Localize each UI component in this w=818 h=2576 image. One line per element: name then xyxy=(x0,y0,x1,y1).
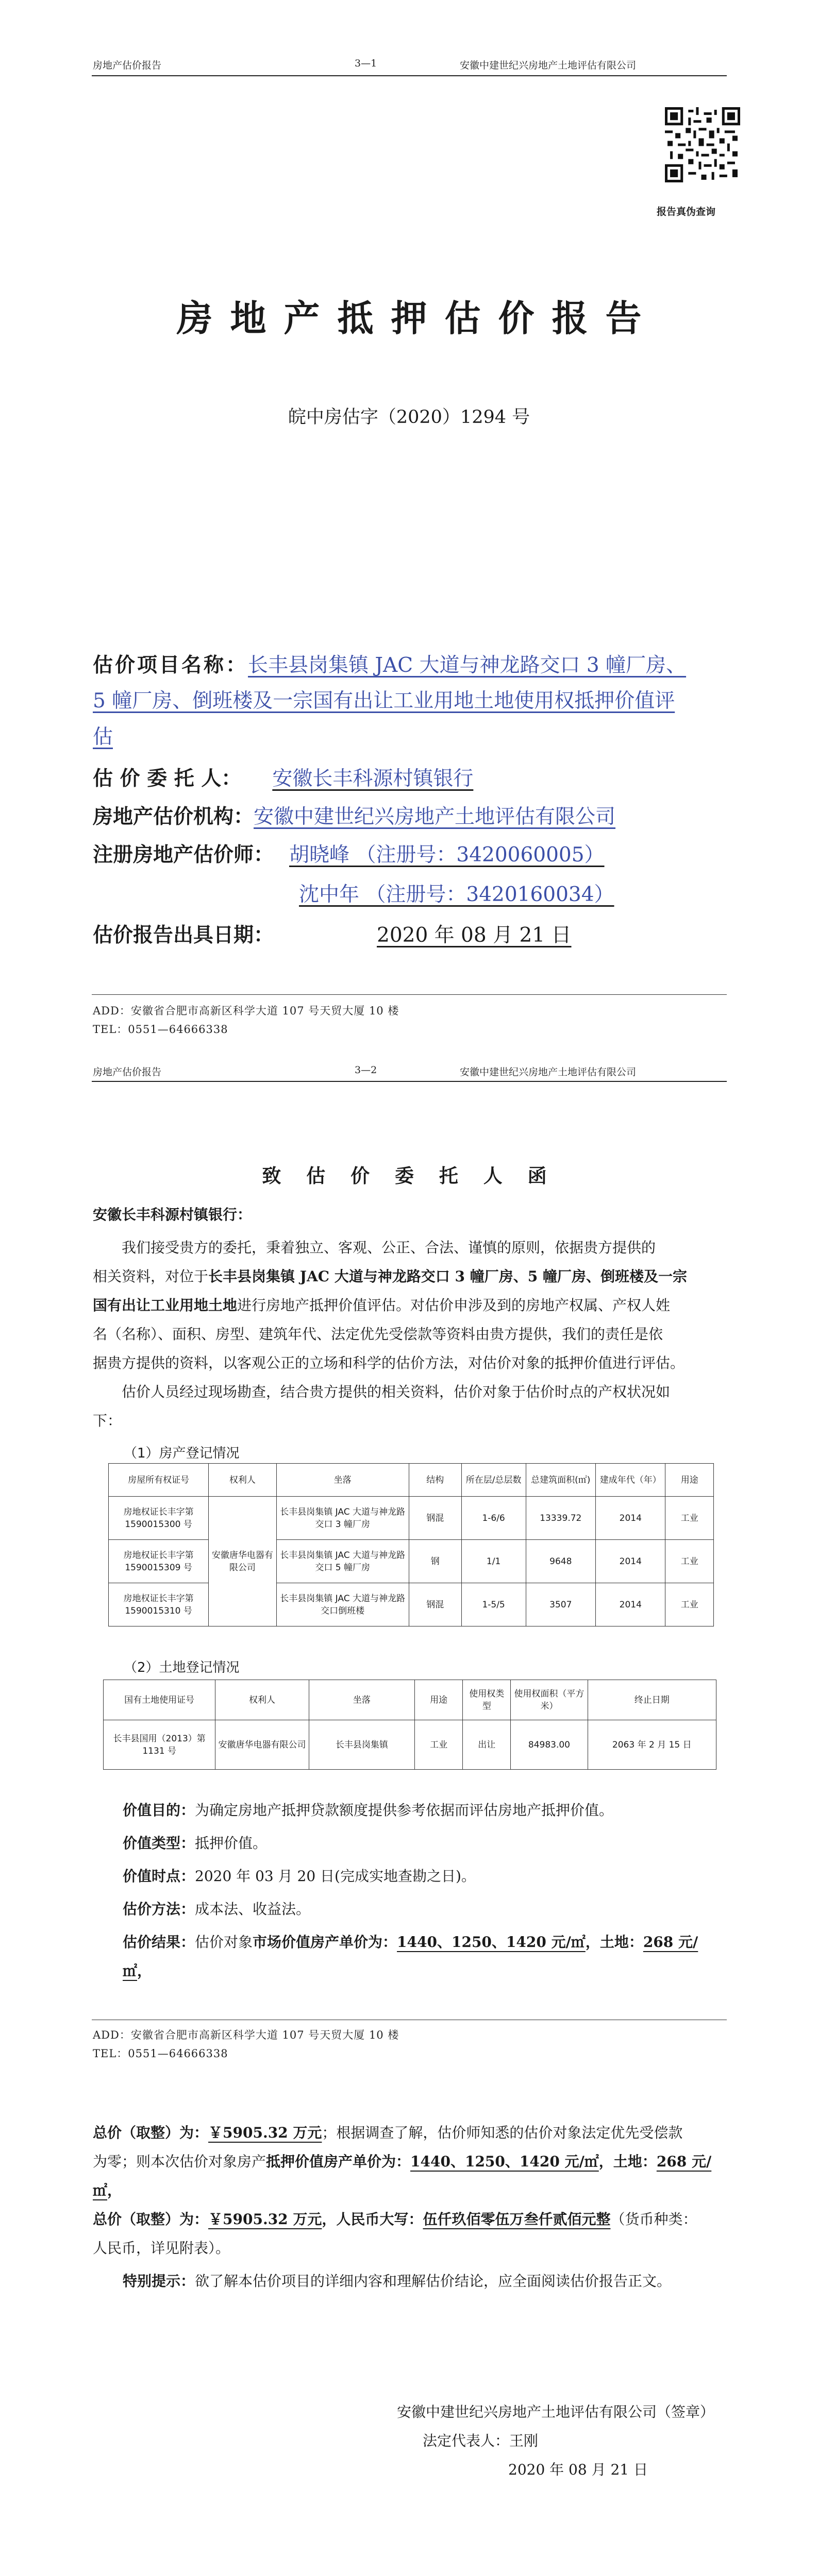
letter-title: 致 估 价 委 托 人 函 xyxy=(262,1164,556,1187)
valuer-1: 胡晓峰 （注册号：3420060005） xyxy=(289,843,605,867)
result-text-d: ，土地： xyxy=(585,1934,643,1951)
total1-text: ；根据调查了解，估价师知悉的估价对象法定优先受偿款 xyxy=(322,2124,683,2141)
sign-date: 2020 年 08 月 21 日 xyxy=(508,2461,648,2478)
letter-paragraph-2 xyxy=(93,1378,728,1435)
p1-line-4: 名（名称）、面积、房型、建筑年代、法定优先受偿款等资料由贵方提供，我们的责任是依 xyxy=(93,1326,663,1343)
land-cert: 长丰县国用（2013）第1131 号 xyxy=(104,1720,215,1770)
p2-line-2: 下： xyxy=(93,1412,122,1429)
house-use: 工业 xyxy=(665,1583,714,1626)
total3-label: 总价（取整）为： xyxy=(93,2211,209,2228)
land-use: 工业 xyxy=(415,1720,463,1770)
house-year: 2014 xyxy=(596,1540,665,1583)
house-th-year: 建成年代（年） xyxy=(596,1464,665,1497)
land-type: 出让 xyxy=(463,1720,511,1770)
house-th-use: 用途 xyxy=(665,1464,714,1497)
client-label: 估 价 委 托 人： xyxy=(93,767,242,790)
total2-land-price: 268 元/㎡ xyxy=(93,2153,712,2199)
date-value: 2020 年 08 月 21 日 xyxy=(377,924,572,947)
total-line-2 xyxy=(93,2147,728,2205)
qr-caption: 报告真伪查询 xyxy=(657,206,716,217)
total2-text-f: ， xyxy=(107,2182,122,2199)
result-text-b: 市场价值房产单价为： xyxy=(253,1934,397,1951)
item-label: 估价项目名称： xyxy=(93,653,248,677)
house-area: 13339.72 xyxy=(526,1497,595,1540)
total3-amount-words: 伍仟玖佰零伍万叁仟贰佰元整 xyxy=(423,2211,611,2228)
item-value-line-1: 长丰县岗集镇 JAC 大道与神龙路交口 3 幢厂房、 xyxy=(248,654,687,677)
header-rule-2 xyxy=(92,1081,727,1082)
total3-amount: ￥5905.32 万元 xyxy=(208,2211,322,2228)
footer-tel-2: TEL：0551—64666338 xyxy=(93,2047,228,2060)
item-value-line-2: 5 幢厂房、倒班楼及一宗国有出让工业用地土地使用权抵押价值评 xyxy=(93,689,675,713)
land-th-end: 终止日期 xyxy=(588,1680,716,1720)
house-th-area: 总建筑面积(㎡) xyxy=(526,1464,595,1497)
header-left-2: 房地产估价报告 xyxy=(93,1066,162,1078)
purpose-value: 为确定房地产抵押贷款额度提供参考依据而评估房地产抵押价值。 xyxy=(195,1802,614,1819)
header-left: 房地产估价报告 xyxy=(93,60,162,71)
total-paragraph xyxy=(93,2119,728,2263)
time-label: 价值时点： xyxy=(123,1868,195,1885)
land-th-area: 使用权面积（平方米） xyxy=(511,1680,588,1720)
section-house: （1）房产登记情况 xyxy=(124,1446,240,1461)
land-th-use: 用途 xyxy=(415,1680,463,1720)
house-structure: 钢混 xyxy=(409,1583,461,1626)
p1-line-3 xyxy=(93,1291,728,1320)
p1-line-2-bold: 长丰县岗集镇 JAC 大道与神龙路交口 3 幢厂房、5 幢厂房、倒班楼及一宗 xyxy=(208,1268,687,1285)
header-page-number-2: 3—2 xyxy=(355,1064,377,1076)
org-value: 安徽中建世纪兴房地产土地评估有限公司 xyxy=(254,805,616,828)
result-label: 估价结果： xyxy=(123,1934,195,1951)
purpose-line xyxy=(123,1796,726,1825)
house-th-structure: 结构 xyxy=(409,1464,461,1497)
result-text-a: 估价对象 xyxy=(195,1934,253,1951)
total2-house-price: 1440、1250、1420 元/㎡ xyxy=(410,2153,599,2170)
method-line xyxy=(123,1895,726,1924)
header-right: 安徽中建世纪兴房地产土地评估有限公司 xyxy=(460,60,637,71)
item-row xyxy=(93,650,686,681)
result-text-f: ， xyxy=(137,1962,152,1979)
total2-text-a: 为零；则本次估价对象房产 xyxy=(93,2153,266,2170)
land-end-date: 2063 年 2 月 15 日 xyxy=(588,1720,716,1770)
house-structure: 钢混 xyxy=(409,1497,461,1540)
method-label: 估价方法： xyxy=(123,1901,195,1918)
house-cert: 房地权证长丰字第1590015300 号 xyxy=(109,1497,209,1540)
table-row xyxy=(109,1497,714,1540)
house-structure: 钢 xyxy=(409,1540,461,1583)
result-house-price: 1440、1250、1420 元/㎡ xyxy=(397,1934,586,1951)
sign-representative: 法定代表人：王刚 xyxy=(423,2432,539,2449)
house-use: 工业 xyxy=(665,1540,714,1583)
header-right-2: 安徽中建世纪兴房地产土地评估有限公司 xyxy=(460,1066,637,1078)
house-owner: 安徽唐华电器有限公司 xyxy=(209,1497,276,1626)
house-cert: 房地权证长丰字第1590015310 号 xyxy=(109,1583,209,1626)
p1-line-3-bold: 国有出让工业用地土地 xyxy=(93,1297,238,1314)
item-value-line-3-text: 估 xyxy=(93,725,113,749)
total-line-4: 人民币，详见附表）。 xyxy=(93,2240,230,2257)
section-land: （2）土地登记情况 xyxy=(124,1660,240,1675)
total3-text-e: （货币种类： xyxy=(610,2211,697,2228)
house-cert: 房地权证长丰字第1590015309 号 xyxy=(109,1540,209,1583)
house-location: 长丰县岗集镇 JAC 大道与神龙路交口倒班楼 xyxy=(276,1583,409,1626)
valuer-row xyxy=(93,840,702,870)
sign-company: 安徽中建世纪兴房地产土地评估有限公司（签章） xyxy=(397,2403,715,2420)
land-location: 长丰县岗集镇 xyxy=(309,1720,414,1770)
result-land-price: 268 元/㎡ xyxy=(123,1934,698,1979)
land-table xyxy=(103,1680,716,1770)
letter-paragraph-1 xyxy=(93,1233,728,1378)
p1-line-1: 我们接受贵方的委托，秉着独立、客观、公正、合法、谨慎的原则，依据贵方提供的 xyxy=(122,1239,656,1256)
land-owner: 安徽唐华电器有限公司 xyxy=(215,1720,309,1770)
org-label: 房地产估价机构： xyxy=(93,805,254,828)
item-value-line-3 xyxy=(93,722,660,752)
total3-text-c: ，人民币大写： xyxy=(322,2211,423,2228)
total-line-3 xyxy=(93,2205,728,2234)
date-row xyxy=(93,920,696,951)
method-value: 成本法、收益法。 xyxy=(195,1901,311,1918)
table-row xyxy=(104,1720,716,1770)
org-row xyxy=(93,802,667,832)
table-row xyxy=(109,1540,714,1583)
report-title: 房地产抵押估价报告 xyxy=(176,297,659,340)
valuer-label: 注册房地产估价师： xyxy=(93,843,274,867)
p1-line-5: 据贵方提供的资料，以客观公正的立场和科学的估价方法，对估价对象的抵押价值进行评估。 xyxy=(93,1354,685,1371)
p1-line-2-text: 相关资料，对位于 xyxy=(93,1268,209,1285)
special-note xyxy=(123,2267,758,2296)
header-page-number: 3—1 xyxy=(355,58,377,69)
land-area: 84983.00 xyxy=(511,1720,588,1770)
result-line xyxy=(123,1928,726,1986)
table-row xyxy=(109,1583,714,1626)
house-floors: 1/1 xyxy=(461,1540,526,1583)
special-label: 特别提示： xyxy=(123,2273,195,2290)
land-th-cert: 国有土地使用证号 xyxy=(104,1680,215,1720)
value-details xyxy=(123,1796,726,1986)
footer-address-1: ADD：安徽省合肥市高新区科学大道 107 号天贸大厦 10 楼 xyxy=(93,1005,399,1017)
house-th-floors: 所在层/总层数 xyxy=(461,1464,526,1497)
house-floors: 1-5/5 xyxy=(461,1583,526,1626)
type-label: 价值类型： xyxy=(123,1835,195,1852)
qr-code-icon[interactable] xyxy=(665,107,740,182)
type-line xyxy=(123,1829,726,1858)
total-line-1 xyxy=(93,2119,728,2147)
client-row xyxy=(93,764,612,794)
house-year: 2014 xyxy=(596,1497,665,1540)
type-value: 抵押价值。 xyxy=(195,1835,268,1852)
total2-text-b: 抵押价值房产单价为： xyxy=(266,2153,411,2170)
special-value: 欲了解本估价项目的详细内容和理解估价结论，应全面阅读估价报告正文。 xyxy=(195,2273,672,2290)
house-table-header xyxy=(109,1464,714,1497)
p2-line-1: 估价人员经过现场勘查，结合贵方提供的相关资料，估价对象于估价时点的产权状况如 xyxy=(122,1383,671,1400)
house-area: 9648 xyxy=(526,1540,595,1583)
house-area: 3507 xyxy=(526,1583,595,1626)
house-location: 长丰县岗集镇 JAC 大道与神龙路交口 5 幢厂房 xyxy=(276,1540,409,1583)
valuer-2: 沈中年 （注册号：3420160034） xyxy=(299,883,614,906)
house-floors: 1-6/6 xyxy=(461,1497,526,1540)
house-location: 长丰县岗集镇 JAC 大道与神龙路交口 3 幢厂房 xyxy=(276,1497,409,1540)
report-number: 皖中房估字（2020）1294 号 xyxy=(288,407,530,428)
salutation: 安徽长丰科源村镇银行： xyxy=(93,1206,252,1223)
total1-amount: ￥5905.32 万元 xyxy=(208,2124,322,2141)
footer-address-2: ADD：安徽省合肥市高新区科学大道 107 号天贸大厦 10 楼 xyxy=(93,2029,399,2041)
land-table-header xyxy=(104,1680,716,1720)
footer-rule-1 xyxy=(92,994,727,995)
house-th-cert: 房屋所有权证号 xyxy=(109,1464,209,1497)
land-th-owner: 权利人 xyxy=(215,1680,309,1720)
total2-text-d: ，土地： xyxy=(598,2153,657,2170)
house-year: 2014 xyxy=(596,1583,665,1626)
footer-tel-1: TEL：0551—64666338 xyxy=(93,1023,228,1036)
house-use: 工业 xyxy=(665,1497,714,1540)
valuer-row-2 xyxy=(283,880,737,910)
time-line xyxy=(123,1862,726,1891)
time-value: 2020 年 03 月 20 日(完成实地查勘之日)。 xyxy=(195,1868,476,1885)
date-label: 估价报告出具日期： xyxy=(93,923,274,947)
total1-label: 总价（取整）为： xyxy=(93,2124,209,2141)
house-table xyxy=(108,1463,714,1626)
house-th-owner: 权利人 xyxy=(209,1464,276,1497)
house-th-location: 坐落 xyxy=(276,1464,409,1497)
p1-line-2 xyxy=(93,1262,728,1291)
p1-line-3-text: 进行房地产抵押价值评估。对估价申涉及到的房地产权属、产权人姓 xyxy=(237,1297,671,1314)
client-value: 安徽长丰科源村镇银行 xyxy=(272,767,474,790)
header-rule xyxy=(92,75,727,76)
land-th-type: 使用权类型 xyxy=(463,1680,511,1720)
land-th-location: 坐落 xyxy=(309,1680,414,1720)
purpose-label: 价值目的： xyxy=(123,1802,195,1819)
